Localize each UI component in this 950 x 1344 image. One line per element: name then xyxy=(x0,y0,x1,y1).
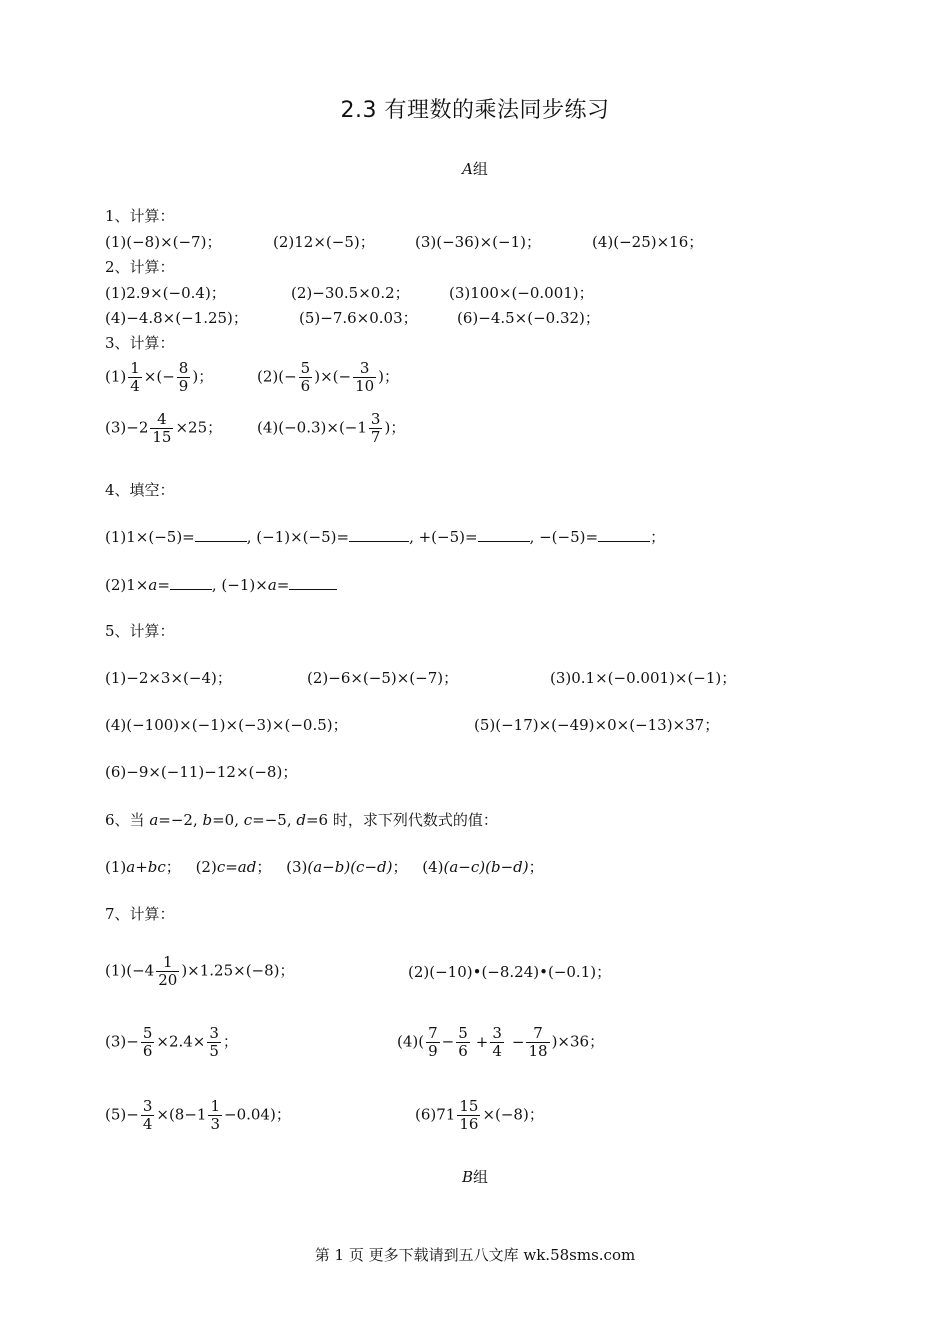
q2-heading: 2、计算： xyxy=(105,258,175,276)
q4-line-2: (2)1×a= , (−1)×a= xyxy=(105,576,337,594)
q4-line-1: (1)1×(−5)= , (−1)×(−5)= , +(−5)= , −(−5)= ； xyxy=(105,528,666,546)
q2-item-4: (4)−4.8×(−1.25)； xyxy=(105,309,248,327)
q3-item-4: (4)(−0.3)×(−1 $\frac{3}{7}$ )； xyxy=(257,410,406,446)
answer-blank xyxy=(349,529,409,542)
fraction: $\frac{3}{4}$ xyxy=(142,1097,153,1133)
group-a-heading xyxy=(0,160,950,178)
q6-heading: 6、当 a=−2, b=0, c=−5, d=6 时，求下列代数式的值： xyxy=(105,811,498,829)
fraction: $\frac{4}{15}$ xyxy=(152,410,172,446)
q7-item-4: (4)( $\frac{7}{9}$ − $\frac{5}{6}$ + $\frac{3}{4}$ − $\frac{7}{18}$ )×36； xyxy=(397,1024,605,1060)
q3-item-3: (3)−2 $\frac{4}{15}$ ×25； xyxy=(105,410,223,446)
q2-item-3: (3)100×(−0.001)； xyxy=(449,284,594,302)
fraction: $\frac{8}{9}$ xyxy=(178,359,189,395)
fraction: $\frac{5}{6}$ xyxy=(300,359,311,395)
q7-item-3: (3)− $\frac{5}{6}$ ×2.4× $\frac{3}{5}$ ； xyxy=(105,1024,238,1060)
group-a-letter: A xyxy=(462,160,473,178)
fraction: $\frac{7}{9}$ xyxy=(428,1024,438,1060)
page-footer: 第 1 页 更多下载请到五八文库 wk.58sms.com xyxy=(314,1246,636,1264)
fraction: $\frac{1}{4}$ xyxy=(130,359,140,395)
q1-item-1: (1)(−8)×(−7)； xyxy=(105,233,222,251)
q1-item-2: (2)12×(−5)； xyxy=(273,233,375,251)
fraction: $\frac{3}{10}$ xyxy=(355,359,375,395)
group-b-letter: B xyxy=(461,1168,473,1186)
page-title: 2.3 有理数的乘法同步练习 xyxy=(340,98,610,123)
fraction: $\frac{5}{6}$ xyxy=(458,1024,468,1060)
q5-item-6: (6)−9×(−11)−12×(−8)； xyxy=(105,763,298,781)
q1-item-3: (3)(−36)×(−1)； xyxy=(415,233,541,251)
group-b-heading xyxy=(0,1168,950,1186)
q5-item-2: (2)−6×(−5)×(−7)； xyxy=(307,669,459,687)
q2-item-1: (1)2.9×(−0.4)； xyxy=(105,284,226,302)
fraction: $\frac{3}{5}$ xyxy=(209,1024,219,1060)
q7-item-5: (5)− $\frac{3}{4}$ ×(8−1 $\frac{1}{3}$ −0.04)； xyxy=(105,1097,291,1133)
q7-item-2: (2)(−10)•(−8.24)•(−0.1)； xyxy=(408,963,612,981)
q3-heading: 3、计算： xyxy=(105,334,175,352)
q6-item-4: (4)(a−c)(b−d)； xyxy=(422,858,544,876)
q2-item-6: (6)−4.5×(−0.32)； xyxy=(457,309,600,327)
q5-item-3: (3)0.1×(−0.001)×(−1)； xyxy=(550,669,737,687)
q5-item-5: (5)(−17)×(−49)×0×(−13)×37； xyxy=(474,716,720,734)
fraction: $\frac{5}{6}$ xyxy=(142,1024,153,1060)
group-a-suffix: 组 xyxy=(472,160,488,178)
q4-heading: 4、填空： xyxy=(105,481,175,499)
q1-item-4: (4)(−25)×16； xyxy=(592,233,704,251)
fraction: $\frac{15}{16}$ xyxy=(459,1097,479,1133)
answer-blank xyxy=(289,577,337,590)
fraction: $\frac{7}{18}$ xyxy=(528,1024,548,1060)
q7-item-6: (6)71 $\frac{15}{16}$ ×(−8)； xyxy=(415,1097,544,1133)
q6-item-3: (3)(a−b)(c−d)； xyxy=(286,858,408,876)
answer-blank xyxy=(195,529,247,542)
q2-item-2: (2)−30.5×0.2； xyxy=(291,284,410,302)
fraction: $\frac{1}{20}$ xyxy=(158,953,178,989)
fraction: $\frac{3}{7}$ xyxy=(370,410,381,446)
q3-item-1: (1) $\frac{1}{4}$ ×(− $\frac{8}{9}$ )； xyxy=(105,359,214,395)
q5-item-4: (4)(−100)×(−1)×(−3)×(−0.5)； xyxy=(105,716,348,734)
q7-item-1: (1)(−4 $\frac{1}{20}$ )×1.25×(−8)； xyxy=(105,953,295,989)
q3-item-2: (2)(− $\frac{5}{6}$ )×(− $\frac{3}{10}$ )； xyxy=(257,359,400,395)
fraction: $\frac{1}{3}$ xyxy=(210,1097,220,1133)
q2-item-5: (5)−7.6×0.03； xyxy=(299,309,418,327)
q6-item-1: (1)a+bc； xyxy=(105,858,181,876)
q7-heading: 7、计算： xyxy=(105,905,175,923)
answer-blank xyxy=(170,577,212,590)
group-b-suffix: 组 xyxy=(473,1168,489,1186)
q5-item-1: (1)−2×3×(−4)； xyxy=(105,669,232,687)
q1-heading: 1、计算： xyxy=(105,207,175,225)
q5-heading: 5、计算： xyxy=(105,622,175,640)
q6-item-2: (2)c=ad； xyxy=(195,858,272,876)
q3-item-1-label: (1) xyxy=(105,367,127,386)
answer-blank xyxy=(598,529,650,542)
q6-items xyxy=(105,858,544,876)
fraction: $\frac{3}{4}$ xyxy=(492,1024,502,1060)
answer-blank xyxy=(478,529,530,542)
